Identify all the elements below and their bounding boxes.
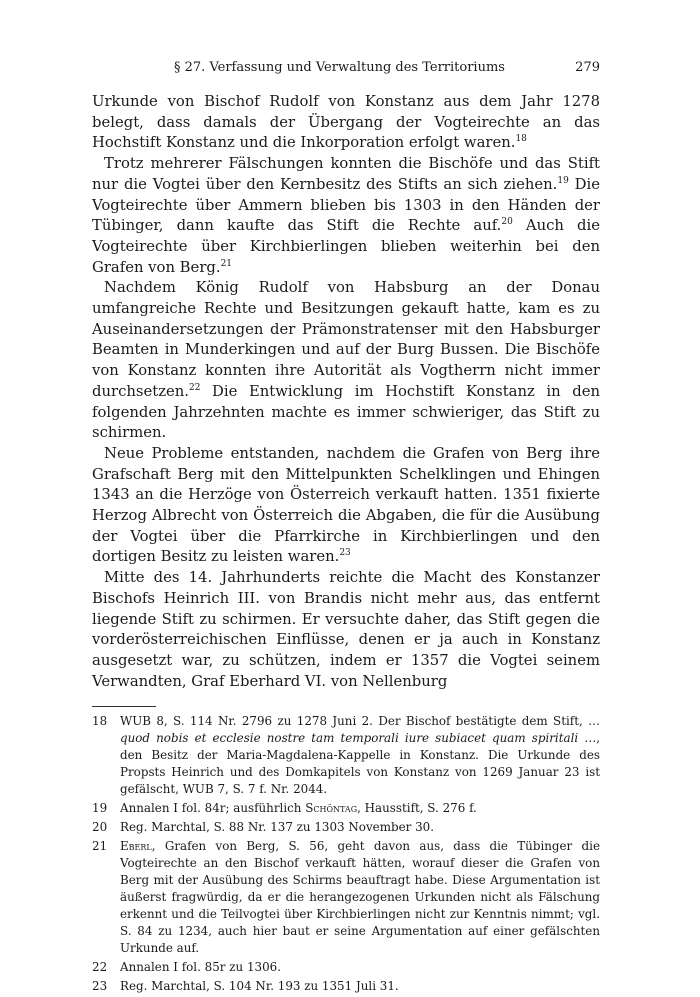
main-text bbox=[92, 92, 600, 692]
footnote-ref: 20 bbox=[501, 217, 513, 228]
footnote-text bbox=[120, 838, 600, 957]
paragraph-text: Die Vogteirechte über Ammern blieben bis 1303 in den Händen der Tübinger, dann kaufte das Stift die Rechte auf. bbox=[92, 175, 600, 235]
paragraph-text: Neue Probleme entstanden, nachdem die Grafen von Berg ihre Grafschaft Berg mit den Mittelpunkten Schelklingen und Ehingen 1343 an die Herzöge von Österreich verkauft hatten. 1351 fixierte Herzog Albrecht von Österreich die Abgaben, die für die Ausübung der Vogtei über die Pfarrkirche in Kirchbierlingen und den dortigen Besitz zu leisten waren. bbox=[92, 444, 600, 566]
footnote-number: 22 bbox=[92, 960, 108, 975]
paragraph bbox=[92, 154, 600, 278]
footnote-ref: 22 bbox=[188, 382, 201, 393]
footnote-number: 23 bbox=[92, 979, 108, 994]
footnotes bbox=[92, 713, 600, 995]
footnote bbox=[92, 978, 600, 995]
latin-quote: quod nobis et ecclesie nostre tam temporali iure subiacet quam spiritali bbox=[120, 731, 579, 746]
page-number: 279 bbox=[575, 60, 600, 75]
footnote-text-part: WUB 8, S. 114 Nr. 2796 zu 1278 Juni 2. Der Bischof bestätigte dem Stift, … bbox=[120, 714, 600, 729]
footnote-text: Reg. Marchtal, S. 88 Nr. 137 zu 1303 November 30. bbox=[120, 820, 435, 835]
author-name: Schöntag bbox=[305, 801, 358, 816]
footnote-text-part: Annalen I fol. 84r; ausführlich bbox=[120, 801, 306, 816]
running-title: § 27. Verfassung und Verwaltung des Territoriums bbox=[174, 60, 505, 75]
book-page bbox=[92, 60, 600, 997]
paragraph-text: Die Entwicklung im Hochstift Konstanz in den folgenden Jahrzehnten machte es immer schwieriger, das Stift zu schirmen. bbox=[92, 382, 600, 442]
paragraph bbox=[92, 92, 600, 154]
footnote bbox=[92, 838, 600, 957]
footnote-text-part: , Hausstift, S. 276 f. bbox=[357, 801, 477, 816]
paragraph-text: Trotz mehrerer Fälschungen konnten die Bischöfe und das Stift nur die Vogtei über den Kernbesitz des Stifts an sich ziehen. bbox=[92, 155, 600, 193]
footnote-text-part: …, den Besitz der Maria-Magdalena-Kappelle in Konstanz. Die Urkunde des Propsts Heinrich und des Domkapitels von Konstanz von 1269 Januar 23 ist gefälscht, WUB 7, S. 7 f. Nr. 2044. bbox=[120, 731, 600, 797]
footnote-text: Annalen I fol. 85r zu 1306. bbox=[120, 960, 282, 975]
footnote-number: 18 bbox=[92, 714, 108, 729]
paragraph bbox=[92, 568, 600, 692]
footnote-number: 20 bbox=[92, 820, 108, 835]
running-header bbox=[92, 60, 600, 82]
footnote-ref: 19 bbox=[557, 175, 569, 186]
footnote-text-part: , Grafen von Berg, S. 56, geht davon aus, dass die Tübinger die Vogteirechte an den Bischof verkauft hätten, worauf dieser die Grafen von Berg mit der Ausübung des Schirms beauftragt habe. Diese Argumentation ist äußerst fragwürdig, da er die herangezogenen Urkunden nicht als Fälschung erkennt und die Teilvogtei über Kirchbierlingen nicht zur Kenntnis nimmt; vgl. S. 84 zu 1234, auch hier baut er seine Argumentation auf einer gefälschten Urkunde auf. bbox=[120, 839, 600, 956]
footnote-text bbox=[120, 713, 600, 798]
footnote-text bbox=[120, 800, 600, 817]
paragraph-text: Nachdem König Rudolf von Habsburg an der Donau umfangreiche Rechte und Besitzungen gekauft hatte, kam es zu Auseinandersetzungen der Prämonstratenser mit den Habsburger Beamten in Munderkingen und auf der Burg Bussen. Die Bischöfe von Konstanz konnten ihre Autorität als Vogtherrn nicht immer durchsetzen. bbox=[92, 279, 600, 400]
footnote-text: Reg. Marchtal, S. 104 Nr. 193 zu 1351 Juli 31. bbox=[120, 979, 399, 994]
paragraph-text: Auch die Vogteirechte über Kirchbierlingen blieben weiterhin bei den Grafen von Berg. bbox=[92, 217, 600, 276]
footnote-number: 19 bbox=[92, 801, 108, 816]
footnote-ref: 21 bbox=[220, 258, 233, 269]
paragraph bbox=[92, 444, 600, 568]
author-name: Eberl bbox=[120, 839, 152, 854]
paragraph bbox=[92, 278, 600, 444]
footnote bbox=[92, 819, 600, 836]
paragraph-text: Urkunde von Bischof Rudolf von Konstanz aus dem Jahr 1278 belegt, dass damals der Übergang der Vogteirechte an das Hochstift Konstanz und die Inkorporation erfolgt waren. bbox=[92, 93, 600, 152]
footnote-number: 21 bbox=[92, 839, 108, 854]
footnote bbox=[92, 713, 600, 798]
paragraph-text: Mitte des 14. Jahrhunderts reichte die Macht des Konstanzer Bischofs Heinrich III. von Brandis nicht mehr aus, das entfernt liegende Stift zu schirmen. Er versuchte daher, das Stift gegen die vorderösterreichischen Einflüsse, denen er ja auch in Konstanz ausgesetzt war, zu schützen, indem er 1357 die Vogtei seinem Verwandten, Graf Eberhard VI. von Nellenburg bbox=[92, 569, 600, 690]
footnote bbox=[92, 800, 600, 817]
footnote-divider bbox=[92, 706, 156, 707]
footnote-ref: 18 bbox=[515, 134, 527, 145]
footnote bbox=[92, 959, 600, 976]
footnote-ref: 23 bbox=[339, 548, 351, 559]
